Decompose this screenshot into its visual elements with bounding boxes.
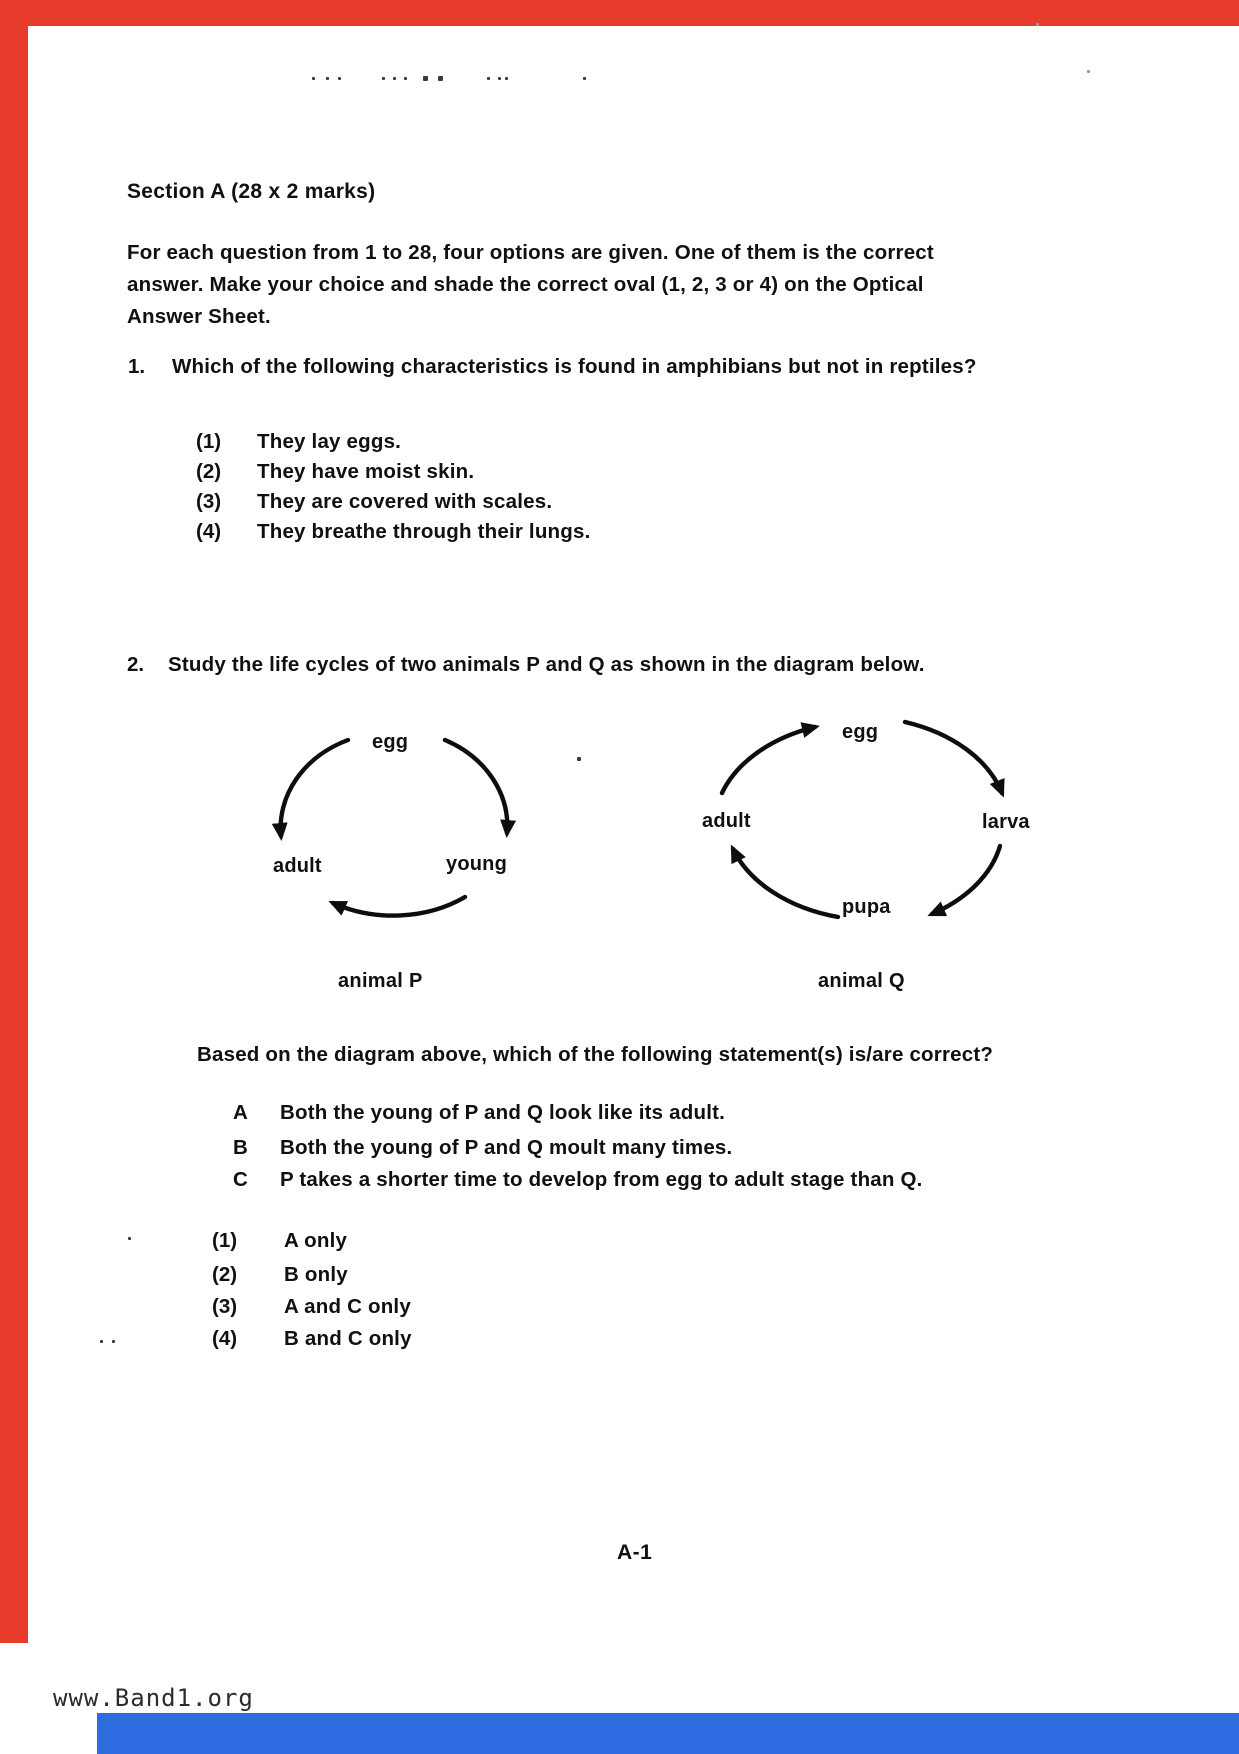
q1-option-1-number: (1)	[196, 430, 222, 453]
statement-c-letter: C	[233, 1168, 248, 1191]
scan-edge-bar-bottom	[97, 1713, 1239, 1754]
section-heading: Section A (28 x 2 marks)	[127, 180, 376, 203]
scan-speck	[505, 77, 508, 80]
question-1-text-post: in reptiles?	[858, 355, 977, 378]
cycle-p-egg-label: egg	[372, 731, 409, 753]
scan-speck	[393, 77, 396, 80]
arrow-q-pupa-to-adult	[733, 849, 838, 917]
arrow-p-left	[281, 740, 348, 836]
instructions-line: answer. Make your choice and shade the correct oval (1, 2, 3 or 4) on the Optical	[127, 273, 924, 296]
question-2-number: 2.	[127, 653, 145, 676]
q2-option-3-text: A and C only	[284, 1295, 411, 1318]
scan-speck	[423, 76, 428, 81]
q1-option-1-text: They lay eggs.	[257, 430, 402, 453]
statement-c-text: P takes a shorter time to develop from egg to adult stage than Q.	[280, 1168, 923, 1191]
instructions-line: Answer Sheet.	[127, 305, 271, 328]
q1-option-3-text: They are covered with scales.	[257, 490, 553, 513]
scan-edge-bar-left	[0, 0, 28, 1643]
q2-option-2-text: B only	[284, 1263, 348, 1286]
q2-option-1-number: (1)	[212, 1229, 238, 1252]
cycle-q-egg-label: egg	[842, 721, 879, 743]
arrow-q-egg-to-larva	[905, 722, 1002, 793]
scan-speck	[382, 77, 385, 80]
cycle-q-pupa-label: pupa	[842, 896, 891, 918]
scan-speck	[312, 77, 315, 80]
instructions-paragraph	[127, 237, 934, 333]
arrow-p-young-to-adult	[333, 897, 465, 916]
q1-option-4-number: (4)	[196, 520, 222, 543]
q1-option-4-text: They breathe through their lungs.	[257, 520, 591, 543]
scan-speck	[498, 77, 501, 80]
question-2-followup: Based on the diagram above, which of the following statement(s) is/are correct?	[197, 1043, 994, 1066]
cycle-q-adult-label: adult	[702, 810, 751, 832]
scan-edge-bar-top	[0, 0, 1239, 26]
scan-speck	[583, 77, 586, 80]
statement-a-letter: A	[233, 1101, 248, 1124]
scan-speck	[1036, 23, 1039, 26]
q1-option-3-number: (3)	[196, 490, 222, 513]
arrow-q-adult-to-egg	[722, 727, 815, 793]
statement-b-text: Both the young of P and Q moult many times.	[280, 1136, 733, 1159]
statement-b-letter: B	[233, 1136, 248, 1159]
question-1-number: 1.	[128, 355, 146, 378]
question-1-text-bold: not	[826, 355, 859, 378]
cycle-p-young-label: young	[446, 853, 507, 875]
scan-speck	[112, 1340, 115, 1343]
scan-speck	[128, 1237, 131, 1240]
q2-option-4-text: B and C only	[284, 1327, 412, 1350]
cycle-q-larva-label: larva	[982, 811, 1030, 833]
q2-option-4-number: (4)	[212, 1327, 238, 1350]
arrow-p-egg-to-young	[445, 740, 507, 833]
question-1-text-pre: Which of the following characteristics is found in amphibians but	[172, 355, 827, 378]
q1-option-2-number: (2)	[196, 460, 222, 483]
page-number: A-1	[617, 1541, 653, 1564]
scan-speck	[338, 77, 341, 80]
scan-speck	[487, 77, 490, 80]
watermark-text: www.Band1.org	[53, 1684, 254, 1712]
q2-option-3-number: (3)	[212, 1295, 238, 1318]
scan-speck	[1087, 70, 1090, 73]
question-1-text	[172, 355, 977, 379]
cycle-p-adult-label: adult	[273, 855, 322, 877]
instructions-line: For each question from 1 to 28, four options are given. One of them is the correct	[127, 241, 934, 264]
scan-speck	[404, 77, 407, 80]
arrow-q-larva-to-pupa	[932, 846, 1000, 914]
cycle-q-caption: animal Q	[818, 970, 905, 992]
statement-a-text: Both the young of P and Q look like its adult.	[280, 1101, 726, 1124]
question-2-text: Study the life cycles of two animals P and Q as shown in the diagram below.	[168, 653, 925, 676]
q2-option-1-text: A only	[284, 1229, 348, 1252]
life-cycle-diagram-arrows	[240, 700, 1060, 950]
scan-speck	[438, 76, 443, 81]
scan-speck	[100, 1340, 103, 1343]
scan-speck	[326, 77, 329, 80]
q2-option-2-number: (2)	[212, 1263, 238, 1286]
q1-option-2-text: They have moist skin.	[257, 460, 475, 483]
cycle-p-caption: animal P	[338, 970, 423, 992]
